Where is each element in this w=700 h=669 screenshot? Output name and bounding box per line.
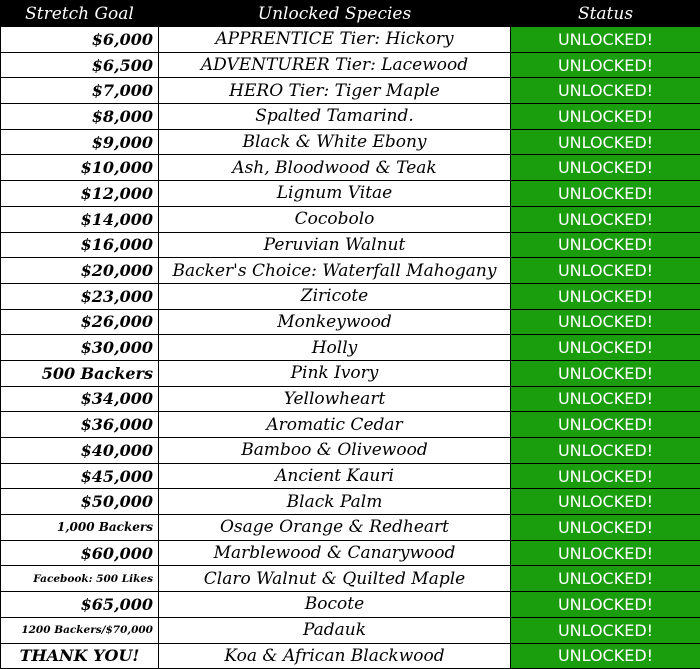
status-cell: UNLOCKED! [511,78,700,104]
species-cell: Ash, Bloodwood & Teak [159,155,511,181]
goal-cell: $7,000 [1,78,159,104]
species-cell: APPRENTICE Tier: Hickory [159,27,511,53]
goal-cell: $10,000 [1,155,159,181]
status-cell: UNLOCKED! [511,155,700,181]
status-cell: UNLOCKED! [511,360,700,386]
status-cell: UNLOCKED! [511,540,700,566]
status-cell: UNLOCKED! [511,412,700,438]
status-cell: UNLOCKED! [511,309,700,335]
species-cell: Lignum Vitae [159,181,511,207]
species-cell: Backer's Choice: Waterfall Mahogany [159,258,511,284]
table-row [1,78,700,104]
goal-cell: Facebook: 500 Likes [1,566,159,592]
species-cell: Ancient Kauri [159,463,511,489]
status-cell: UNLOCKED! [511,283,700,309]
status-cell: UNLOCKED! [511,566,700,592]
status-cell: UNLOCKED! [511,104,700,130]
species-cell: Bamboo & Olivewood [159,438,511,464]
header-stretch-goal: Stretch Goal [1,1,159,27]
table-row [1,386,700,412]
status-cell: UNLOCKED! [511,232,700,258]
goal-cell: THANK YOU! [1,643,159,669]
table-row [1,258,700,284]
table-row [1,52,700,78]
table-row [1,463,700,489]
goal-cell: 1,000 Backers [1,515,159,541]
goal-cell: $23,000 [1,283,159,309]
goal-cell: $50,000 [1,489,159,515]
table-row [1,489,700,515]
species-cell: Claro Walnut & Quilted Maple [159,566,511,592]
status-cell: UNLOCKED! [511,52,700,78]
status-cell: UNLOCKED! [511,129,700,155]
species-cell: Yellowheart [159,386,511,412]
status-cell: UNLOCKED! [511,515,700,541]
status-cell: UNLOCKED! [511,335,700,361]
table-row [1,592,700,618]
goal-cell: $36,000 [1,412,159,438]
status-cell: UNLOCKED! [511,438,700,464]
goal-cell: $6,500 [1,52,159,78]
goal-cell: 500 Backers [1,360,159,386]
goal-cell: $8,000 [1,104,159,130]
status-cell: UNLOCKED! [511,489,700,515]
goal-cell: $12,000 [1,181,159,207]
table-row [1,335,700,361]
table-row [1,232,700,258]
goal-cell: $20,000 [1,258,159,284]
goal-cell: $16,000 [1,232,159,258]
species-cell: Holly [159,335,511,361]
status-cell: UNLOCKED! [511,617,700,643]
table-row [1,515,700,541]
table-row [1,181,700,207]
species-cell: Black Palm [159,489,511,515]
species-cell: Ziricote [159,283,511,309]
goal-cell: $40,000 [1,438,159,464]
table-row [1,360,700,386]
status-cell: UNLOCKED! [511,206,700,232]
table-row [1,309,700,335]
goal-cell: $30,000 [1,335,159,361]
table-row [1,438,700,464]
table-row [1,206,700,232]
goal-cell: $9,000 [1,129,159,155]
species-cell: Spalted Tamarind. [159,104,511,130]
species-cell: Osage Orange & Redheart [159,515,511,541]
species-cell: Padauk [159,617,511,643]
header-row [1,1,700,27]
goal-cell: $26,000 [1,309,159,335]
table-row [1,27,700,53]
goal-cell: $14,000 [1,206,159,232]
species-cell: Aromatic Cedar [159,412,511,438]
species-cell: ADVENTURER Tier: Lacewood [159,52,511,78]
species-cell: HERO Tier: Tiger Maple [159,78,511,104]
status-cell: UNLOCKED! [511,463,700,489]
table-row [1,566,700,592]
status-cell: UNLOCKED! [511,643,700,669]
goal-cell: $6,000 [1,27,159,53]
species-cell: Pink Ivory [159,360,511,386]
goal-cell: $65,000 [1,592,159,618]
goal-cell: 1200 Backers/$70,000 [1,617,159,643]
header-unlocked-species: Unlocked Species [159,1,511,27]
species-cell: Bocote [159,592,511,618]
status-cell: UNLOCKED! [511,386,700,412]
species-cell: Marblewood & Canarywood [159,540,511,566]
table-row [1,129,700,155]
table-row [1,617,700,643]
status-cell: UNLOCKED! [511,181,700,207]
species-cell: Cocobolo [159,206,511,232]
goal-cell: $45,000 [1,463,159,489]
header-status: Status [511,1,700,27]
species-cell: Peruvian Walnut [159,232,511,258]
goal-cell: $34,000 [1,386,159,412]
table-row [1,643,700,669]
table-row [1,540,700,566]
species-cell: Koa & African Blackwood [159,643,511,669]
species-cell: Monkeywood [159,309,511,335]
status-cell: UNLOCKED! [511,258,700,284]
status-cell: UNLOCKED! [511,27,700,53]
table-row [1,412,700,438]
status-cell: UNLOCKED! [511,592,700,618]
table-row [1,104,700,130]
table-row [1,283,700,309]
goal-cell: $60,000 [1,540,159,566]
table-row [1,155,700,181]
species-cell: Black & White Ebony [159,129,511,155]
